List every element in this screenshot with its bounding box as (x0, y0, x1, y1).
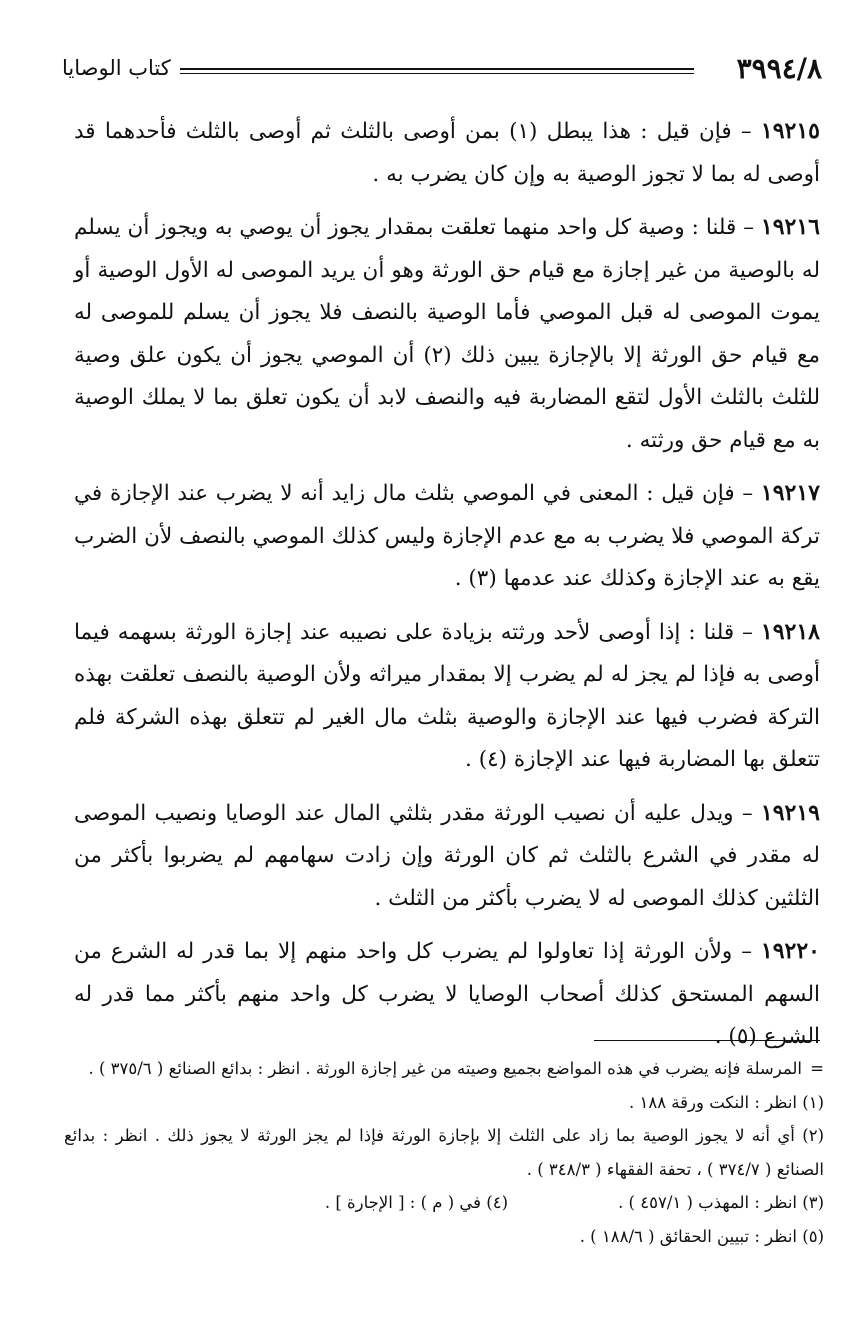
paragraph-text: – قلنا : وصية كل واحد منهما تعلقت بمقدار يجوز أن يوصي به ويجوز أن يسلم له بالوصية من غير إجازة مع قيام حق الورثة وهو أن يريد الموصى له الأول الوصية أو يموت الموصى له قبل الموصي فأما الوصية بالنصف فلا يجوز أن يسلم للموصى له مع قيام حق الورثة إلا بالإجازة يبين ذلك (٢) أن الموصي يجوز أن يكون علق وصية للثلث بالثلث الأول لتقع المضاربة فيه والنصف لابد أن يكون تعلق بما لا يملك الوصية به مع قيام حق ورثته . (74, 215, 820, 453)
footnotes (64, 1052, 824, 1253)
paragraph-text: – فإن قيل : هذا يبطل (١) بمن أوصى بالثلث ثم أوصى بالثلث فأحدهما قد أوصى له بما لا تجوز الوصية به وإن كان يضرب به . (74, 119, 820, 187)
paragraph-text: – ويدل عليه أن نصيب الورثة مقدر بثلثي المال عند الوصايا ونصيب الموصى له مقدر في الشرع بالثلث ثم كان الورثة وإن زادت سهامهم لم يضربوا بأكثر من الثلثين كذلك الموصى له لا يضرب بأكثر من الثلث . (74, 800, 820, 911)
main-text (74, 110, 820, 1069)
paragraph-text: – ولأن الورثة إذا تعاولوا لم يضرب كل واحد منهم إلا بما قدر له الشرع من السهم المستحق كذلك أصحاب الوصايا لا يضرب كل واحد منهم بأكثر مما قدر له الشرع (٥) . (74, 939, 820, 1049)
footnote-4: (٤) في ( م ) : [ الإجارة ] . (324, 1193, 509, 1212)
paragraph-number: ١٩٢٢٠ (760, 938, 820, 964)
paragraph-19218 (74, 611, 820, 782)
paragraph-19215 (74, 110, 820, 196)
footnote-2: (٢) أي أنه لا يجوز الوصية بما زاد على الثلث إلا بإجازة الورثة فإذا لم يجز الورثة لا يجوز ذلك . انظر : بدائع الصنائع ( ٣٧٤/٧ ) ، تحفة الفقهاء ( ٣٤٨/٣ ) . (64, 1126, 824, 1179)
footnote-continuation-text: المرسلة فإنه يضرب في هذه المواضع بجميع وصيته من غير إجازة الورثة . انظر : بدائع الصنائع ( ٣٧٥/٦ ) . (88, 1059, 802, 1078)
continuation-mark: = (810, 1059, 824, 1078)
paragraph-19217 (74, 472, 820, 601)
paragraph-19219 (74, 792, 820, 921)
footnote-5: (٥) انظر : تبيين الحقائق ( ١٨٨/٦ ) . (579, 1226, 824, 1246)
footnote-3: (٣) انظر : المهذب ( ٤٥٧/١ ) . (618, 1193, 824, 1212)
paragraph-19216 (74, 206, 820, 462)
paragraph-text: – فإن قيل : المعنى في الموصي بثلث مال زايد أنه لا يضرب عند الإجازة في تركة الموصي فلا يضرب به مع عدم الإجازة وليس كذلك الموصي بالنصف لأن الضرب يقع به عند الإجازة وكذلك عند عدمها (٣) . (74, 481, 820, 591)
paragraph-number: ١٩٢١٦ (760, 214, 820, 240)
paragraph-number: ١٩٢١٥ (760, 118, 820, 144)
footnote-row-3-4 (64, 1186, 824, 1220)
paragraph-number: ١٩٢١٧ (760, 480, 820, 506)
paragraph-number: ١٩٢١٩ (760, 799, 820, 826)
footnote-separator (594, 1040, 820, 1041)
footnote-1: (١) انظر : النكت ورقة ١٨٨ . (628, 1092, 824, 1112)
book-title: كتاب الوصايا (62, 56, 171, 80)
paragraph-text: – قلنا : إذا أوصى لأحد ورثته بزيادة على نصيبه عند إجازة الورثة بسهمه فيما أوصى به فإذا لم يجز له لم يضرب إلا بمقدار ميراثه ولأن الوصية بالنصف تعلقت بهذه التركة فضرب فيها عند الإجازة والوصية بثلث مال الغير لم تتعلق بهذه الشركة فلم تتعلق بها المضاربة فيها عند الإجازة (٤) . (74, 619, 820, 772)
footnote-continuation (64, 1052, 824, 1086)
header-rule (180, 68, 694, 74)
paragraph-number: ١٩٢١٨ (760, 618, 820, 645)
running-header (62, 52, 822, 92)
page-number: ٣٩٩٤/٨ (736, 52, 822, 85)
